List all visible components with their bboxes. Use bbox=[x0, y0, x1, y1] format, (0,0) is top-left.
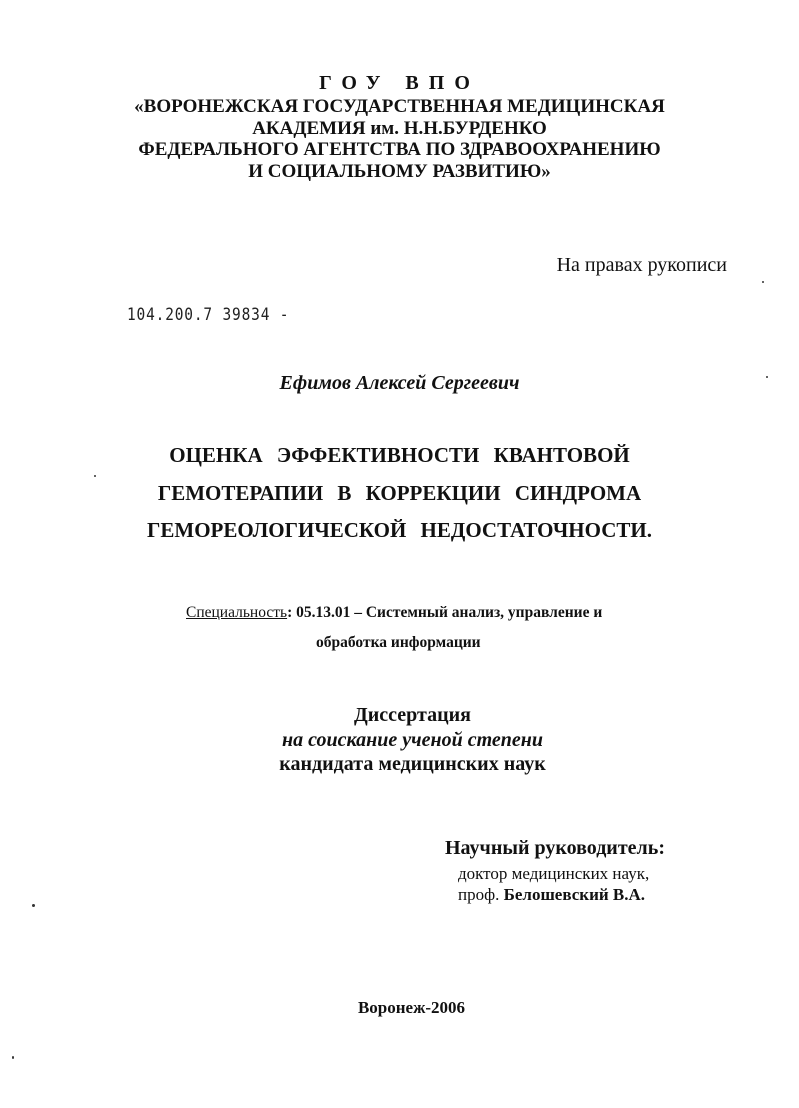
org-abbreviation: ГОУ ВПО bbox=[319, 72, 480, 94]
city-year: Воронеж-2006 bbox=[357, 998, 466, 1017]
specialty-line-1 bbox=[186, 604, 602, 622]
supervisor-heading: Научный руководитель: bbox=[445, 837, 665, 859]
supervisor-name: Белошевский В.А. bbox=[503, 885, 646, 904]
dissertation-heading: Диссертация bbox=[354, 704, 471, 726]
scan-speck bbox=[762, 281, 764, 283]
supervisor-degree: доктор медицинских наук, bbox=[458, 864, 650, 883]
rights-note: На правах рукописи bbox=[556, 254, 727, 276]
dissertation-degree-line: на соискание ученой степени bbox=[282, 729, 543, 751]
title-line-1: ОЦЕНКА ЭФФЕКТИВНОСТИ КВАНТОВОЙ bbox=[169, 443, 630, 467]
supervisor-title: проф. bbox=[458, 885, 500, 904]
supervisor-name-line bbox=[458, 885, 645, 905]
title-line-3: ГЕМОРЕОЛОГИЧЕСКОЙ НЕДОСТАТОЧНОСТИ. bbox=[147, 518, 652, 542]
org-line-4: И СОЦИАЛЬНОМУ РАЗВИТИЮ» bbox=[248, 161, 551, 182]
org-line-1: «ВОРОНЕЖСКАЯ ГОСУДАРСТВЕННАЯ МЕДИЦИНСКАЯ bbox=[134, 96, 665, 117]
title-line-2: ГЕМОТЕРАПИИ В КОРРЕКЦИИ СИНДРОМА bbox=[157, 481, 642, 505]
specialty-line-2: обработка информации bbox=[316, 634, 481, 651]
scan-speck bbox=[32, 904, 35, 907]
specialty-label: Специальность bbox=[186, 604, 288, 621]
library-stamp-number: 104.200.7 39834 - bbox=[127, 305, 290, 325]
author-name: Ефимов Алексей Сергеевич bbox=[279, 372, 520, 394]
scan-speck bbox=[94, 475, 96, 477]
scan-speck bbox=[12, 1056, 14, 1059]
org-line-3: ФЕДЕРАЛЬНОГО АГЕНТСТВА ПО ЗДРАВООХРАНЕНИЮ bbox=[138, 139, 661, 160]
scan-speck bbox=[766, 376, 768, 378]
org-line-2: АКАДЕМИЯ им. Н.Н.БУРДЕНКО bbox=[252, 118, 547, 139]
dissertation-field-line: кандидата медицинских наук bbox=[279, 753, 546, 775]
specialty-value: : 05.13.01 – Системный анализ, управление и bbox=[287, 604, 603, 621]
